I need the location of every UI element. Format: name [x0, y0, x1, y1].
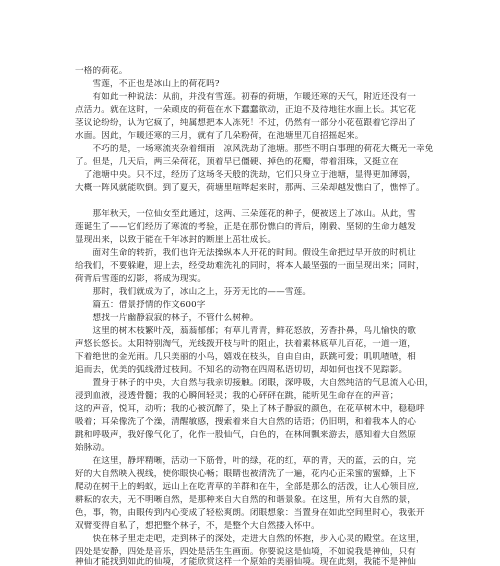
text-line: 吸着；耳朵像洗了个澡，清醒敏感，搜索着来自大自然的话语；仍旧明，和着我本人的心 — [75, 417, 417, 427]
text-line: 篇五：借景抒情的作文600字 — [75, 300, 206, 310]
text-line: 不巧的是，一场寒流夹杂着细雨 凉风洗劫了池塘。那些不明白事理的荷花大概无一幸免 — [75, 144, 434, 154]
text-line: 雪莲，不正也是冰山上的荷花吗? — [75, 79, 220, 89]
text-line: 耕耘的农夫，无不明晰自然，是那种来自大自然的和谐景象。在这里，所有大自然的景， — [75, 495, 417, 505]
text-line: 给我们，不要躲避，迎上去，经受劫难洗礼的同时，将本人最坚强的一面呈现出来；同时， — [75, 261, 425, 271]
text-line: 好的大自然映入视线，使你眼快心畅；眼睛也被清洗了一遍，花内心正采蜜的蜜蜂，上下 — [75, 469, 417, 479]
text-line: 追而去，优美的弧线滑过枝间。不知名的动物在四周私语切切，却如何也找不见踪影。 — [75, 365, 408, 375]
text-line: 这里的树木枝繁叶茂，蓊蓊郁郁；有草儿青青，鲜花怒放，芳香扑鼻，鸟儿愉快的歌 — [75, 326, 417, 336]
text-line: 荷背后雪莲的幻影，将成为现实。 — [75, 274, 207, 284]
text-line: 爬动在树干上的蚂蚁，远山上在吃青草的羊群和在牛，全部是那么的活泼，让人心领目应, — [75, 482, 419, 492]
text-line: 这的声音，悦耳，动听；我的心被沉醉了，染上了林子静寂的颜色，在花草树木中，稳稳呼 — [75, 404, 425, 414]
text-line: 茎议论纷纷，认为它疯了，纯属想把本人冻死！不过，仍然有一部分小花苞跟着它浮出了 — [75, 118, 417, 128]
text-line: 了池塘中央。只不过，经历了这场冬天般的洗劫，它们只身立于池塘，显得更加薄弱， — [75, 170, 417, 180]
text-line: 想找一片幽静寂寂的林子，不管什么树种。 — [75, 313, 259, 323]
text-line: 了。但是，几天后，两三朵荷花，顶着早已僵硬、掉色的花瓣，带着泪珠，又挺立在 — [75, 157, 399, 167]
text-line: 色，事，物，由眼传到内心变成了轻松爽朗。闭眼想象：当置身在如此空间里时心，我张开 — [75, 508, 425, 518]
text-line: 那时，我们就成为了，冰山之上，芬芳无比的——雪莲。 — [75, 287, 312, 297]
text-line: 点活力。就在这时，一朵顽皮的荷苞在水下蠢蠢欲动，正迫不及待地往水面上长。其它花 — [75, 105, 417, 115]
text-line: 快在林子里走走吧，走到林子的深处，走进大自然的怀抱，步入心灵的殿堂。在这里， — [75, 534, 425, 544]
text-line: 莲诞生了——它们经历了寒流的考验，正是在那份憔白的背后，刚毅、坚韧的生命力越发 — [75, 222, 417, 232]
text-line: 一格的荷花。 — [75, 66, 128, 76]
text-line: 显现出来，以致于能在千年冰封的断崖上茁壮成长。 — [75, 235, 277, 245]
text-line: 跳和呼吸声，我好像气化了，化作一股仙气，白色的，在林间飘来游去，感知着大自然原 — [75, 430, 417, 440]
text-line: 大概一阵风就能吹倒。到了夏天，荷塘里喧哗起来时，那两、三朵却越发憔白了，憔悴了。 — [75, 183, 425, 193]
text-line: 四处是安静，四处是音乐，四处是活生生画面。你要说这是仙境，不如说我是神仙，只有 — [75, 547, 417, 557]
text-line: 置身于林子的中央，大自然与我亲切接触。闭眼，深呼吸，大自然纯洁的气息流入心田， — [75, 378, 434, 388]
text-line: 声悠长悠长。太阳特别淘气，光线拨开枝与叶的阻止，扶着素林底草儿百花，一道一道， — [75, 339, 417, 349]
text-line: 那年秋天，一位仙女至此通过，这两、三朵莲花的种子，便被送上了冰山。从此，雪 — [75, 209, 417, 219]
text-line: 在这里，静坪精晰，活动一下筋骨，叶的绿，花的红，草的青，天的蓝，云的白，完 — [75, 456, 417, 466]
text-line: 神仙才能找到如此的仙境，才能欣赏这样一个原始的美丽仙境。现在此刻，我能不是神仙 — [75, 557, 417, 566]
text-line: 下着绝世的金光雨。几只美丽的小鸟，嬉戏在枝头，自由自由，跃跳可爱；叽叽喳喳，相 — [75, 352, 417, 362]
text-line: 有如此一种说法：从前，并没有雪莲。初春的荷塘，乍暖还寒的天气，附近还没有一 — [75, 92, 417, 102]
text-line: 始脉动。 — [75, 443, 110, 453]
text-line: 水面。因此，乍暖还寒的三月，就有了几朵粉荷，在池塘里兀自招摇起来。 — [75, 131, 364, 141]
text-line: 双臂变得自私了，想把整个林子，不，是整个大自然搂入怀中。 — [75, 521, 320, 531]
text-line: 面对生命的转折，我们也许无法操纵本人开花的时间。假设生命把过早开放的时机让 — [75, 248, 417, 258]
text-line: 浸到血液，浸透骨髓；我的心瞬间轻灵；我的心砰砰在跳，能听见生命存在的声音； — [75, 391, 399, 401]
